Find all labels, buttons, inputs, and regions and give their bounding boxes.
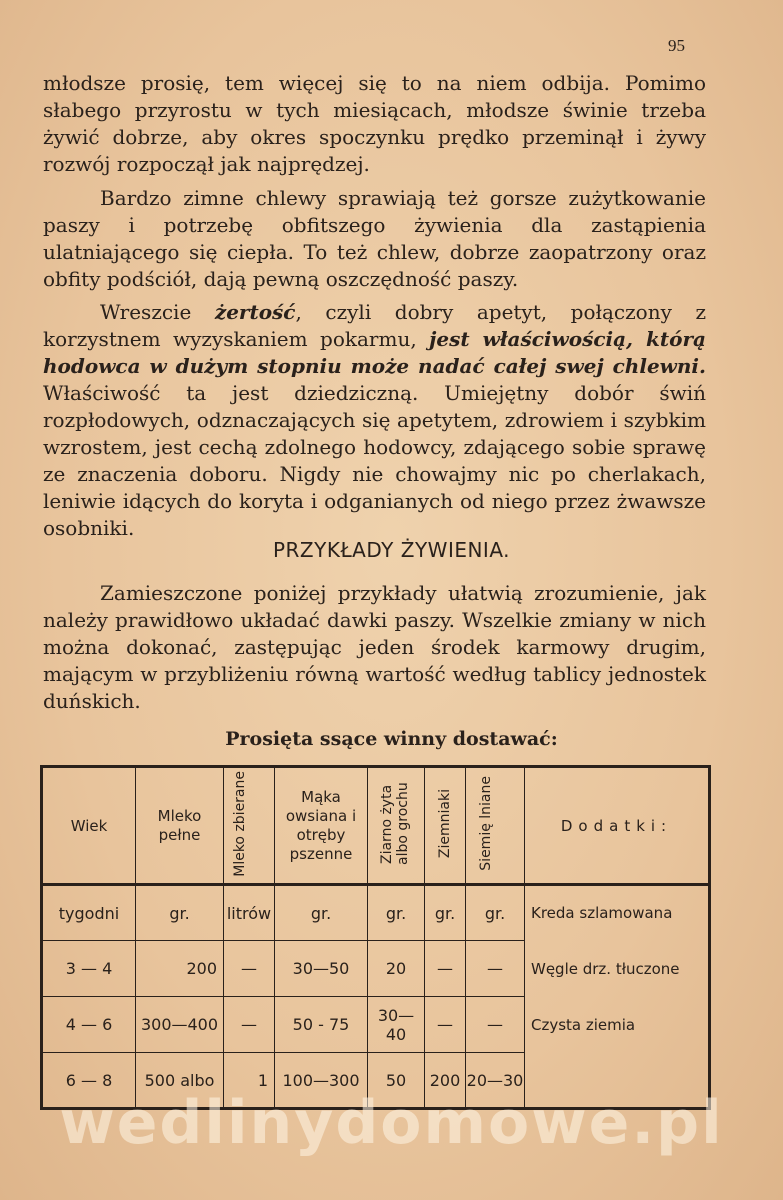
- feeding-table: [40, 765, 711, 1110]
- cell-mleko: 500 albo: [136, 1053, 224, 1109]
- table-row: [42, 885, 710, 941]
- cell-dodatki: Kreda szlamowana: [525, 885, 710, 941]
- cell-ziarno: gr.: [368, 885, 425, 941]
- p3-part-a: Wreszcie: [100, 300, 215, 324]
- cell-mleko: 300—400: [136, 997, 224, 1053]
- cell-wiek: tygodni: [42, 885, 136, 941]
- p3-term-zertosc: żertość: [214, 300, 296, 324]
- header-zbierane: [224, 767, 275, 885]
- cell-ziemniaki: —: [425, 941, 466, 997]
- cell-dodatki: Czysta ziemia: [525, 997, 710, 1053]
- cell-wiek: 3 — 4: [42, 941, 136, 997]
- paragraph-1: młodsze prosię, tem więcej się to na niem odbija. Pomimo słabego przyrostu w tych miesiącach, młodsze świnie trzeba żywić dobrze, aby okres spoczynku prędko przeminął i żywy rozwój rozpoczął jak najprędzej.: [43, 71, 706, 176]
- cell-maka: 50 - 75: [275, 997, 368, 1053]
- cell-ziemniaki: gr.: [425, 885, 466, 941]
- cell-mleko: 200: [136, 941, 224, 997]
- body-text-2: [43, 580, 706, 715]
- cell-ziemniaki: —: [425, 997, 466, 1053]
- page-number: 95: [668, 36, 685, 55]
- cell-maka: gr.: [275, 885, 368, 941]
- table-row: [42, 997, 710, 1053]
- header-maka-label: Mąka owsiana i otręby pszenne: [285, 787, 357, 863]
- paragraph-4: Zamieszczone poniżej przykłady ułatwią zrozumienie, jak należy prawidłowo układać dawki paszy. Wszelkie zmiany w nich można dokonać, zastępując jeden środek karmowy drugim, mającym w przybliżeniu równą wartość według tablicy jednostek duńskich.: [43, 581, 706, 713]
- cell-dodatki: Węgle drz. tłuczone: [525, 941, 710, 997]
- section-heading: PRZYKŁADY ŻYWIENIA.: [272, 538, 511, 562]
- p3-emphasis: jest właściwością, którą hodowca w dużym stopniu może nadać całej swej chlewni.: [43, 327, 706, 378]
- header-mleko-label: Mleko pełne: [157, 806, 202, 844]
- header-wiek: Wiek: [42, 767, 136, 885]
- p3-part-c: , czyli dobry apetyt, połączony z korzystnem wyzyskaniem pokarmu,: [43, 300, 706, 351]
- header-ziemniaki: [425, 767, 466, 885]
- cell-ziarno: 20: [368, 941, 425, 997]
- cell-wiek: 6 — 8: [42, 1053, 136, 1109]
- cell-zbierane: —: [224, 997, 275, 1053]
- cell-ziarno: 30—40: [368, 997, 425, 1053]
- cell-ziarno: 50: [368, 1053, 425, 1109]
- cell-zbierane: litrów: [224, 885, 275, 941]
- header-siemie: [466, 767, 525, 885]
- header-zbierane-label: Mleko zbierane: [232, 770, 248, 877]
- header-siemie-label: Siemię lniane: [478, 776, 494, 871]
- cell-siemie: gr.: [466, 885, 525, 941]
- cell-maka: 100—300: [275, 1053, 368, 1109]
- header-ziarno: [368, 767, 425, 885]
- cell-siemie: —: [466, 997, 525, 1053]
- table-title: Prosięta ssące winny dostawać:: [225, 728, 558, 750]
- cell-siemie: —: [466, 941, 525, 997]
- header-ziarno-label: Ziarno żyta albo grochu: [379, 782, 411, 865]
- header-maka: [275, 767, 368, 885]
- cell-maka: 30—50: [275, 941, 368, 997]
- cell-zbierane: —: [224, 941, 275, 997]
- cell-wiek: 4 — 6: [42, 997, 136, 1053]
- header-dodatki: Dodatki:: [525, 767, 710, 885]
- header-ziemniaki-label: Ziemniaki: [437, 788, 453, 859]
- cell-ziemniaki: 200: [425, 1053, 466, 1109]
- table-header-row: [42, 767, 710, 885]
- cell-zbierane: 1: [224, 1053, 275, 1109]
- header-mleko: [136, 767, 224, 885]
- p3-part-e: Właściwość ta jest dziedziczną. Umiejętny dobór świń rozpłodowych, odznaczających się apetytem, zdrowiem i szybkim wzrostem, jest cechą zdolnego hodowcy, zdającego sobie sprawę ze znaczenia doboru. Nigdy nie chowajmy nic po cherlakach, leniwie idących do koryta i odganianych od niego przez żwawsze osobniki.: [43, 381, 706, 540]
- table-row: [42, 941, 710, 997]
- body-text: [43, 70, 706, 542]
- cell-siemie: 20—30: [466, 1053, 525, 1109]
- paragraph-2: Bardzo zimne chlewy sprawiają też gorsze zużytkowanie paszy i potrzebę obfitszego żywienia dla zastąpienia ulatniającego się ciepła. To też chlew, dobrze zaopatrzony oraz obfity podściół, dają pewną oszczędność paszy.: [43, 186, 706, 291]
- cell-mleko: gr.: [136, 885, 224, 941]
- watermark: wedlinydomowe.pl: [59, 1088, 724, 1158]
- paragraph-3: [43, 299, 706, 542]
